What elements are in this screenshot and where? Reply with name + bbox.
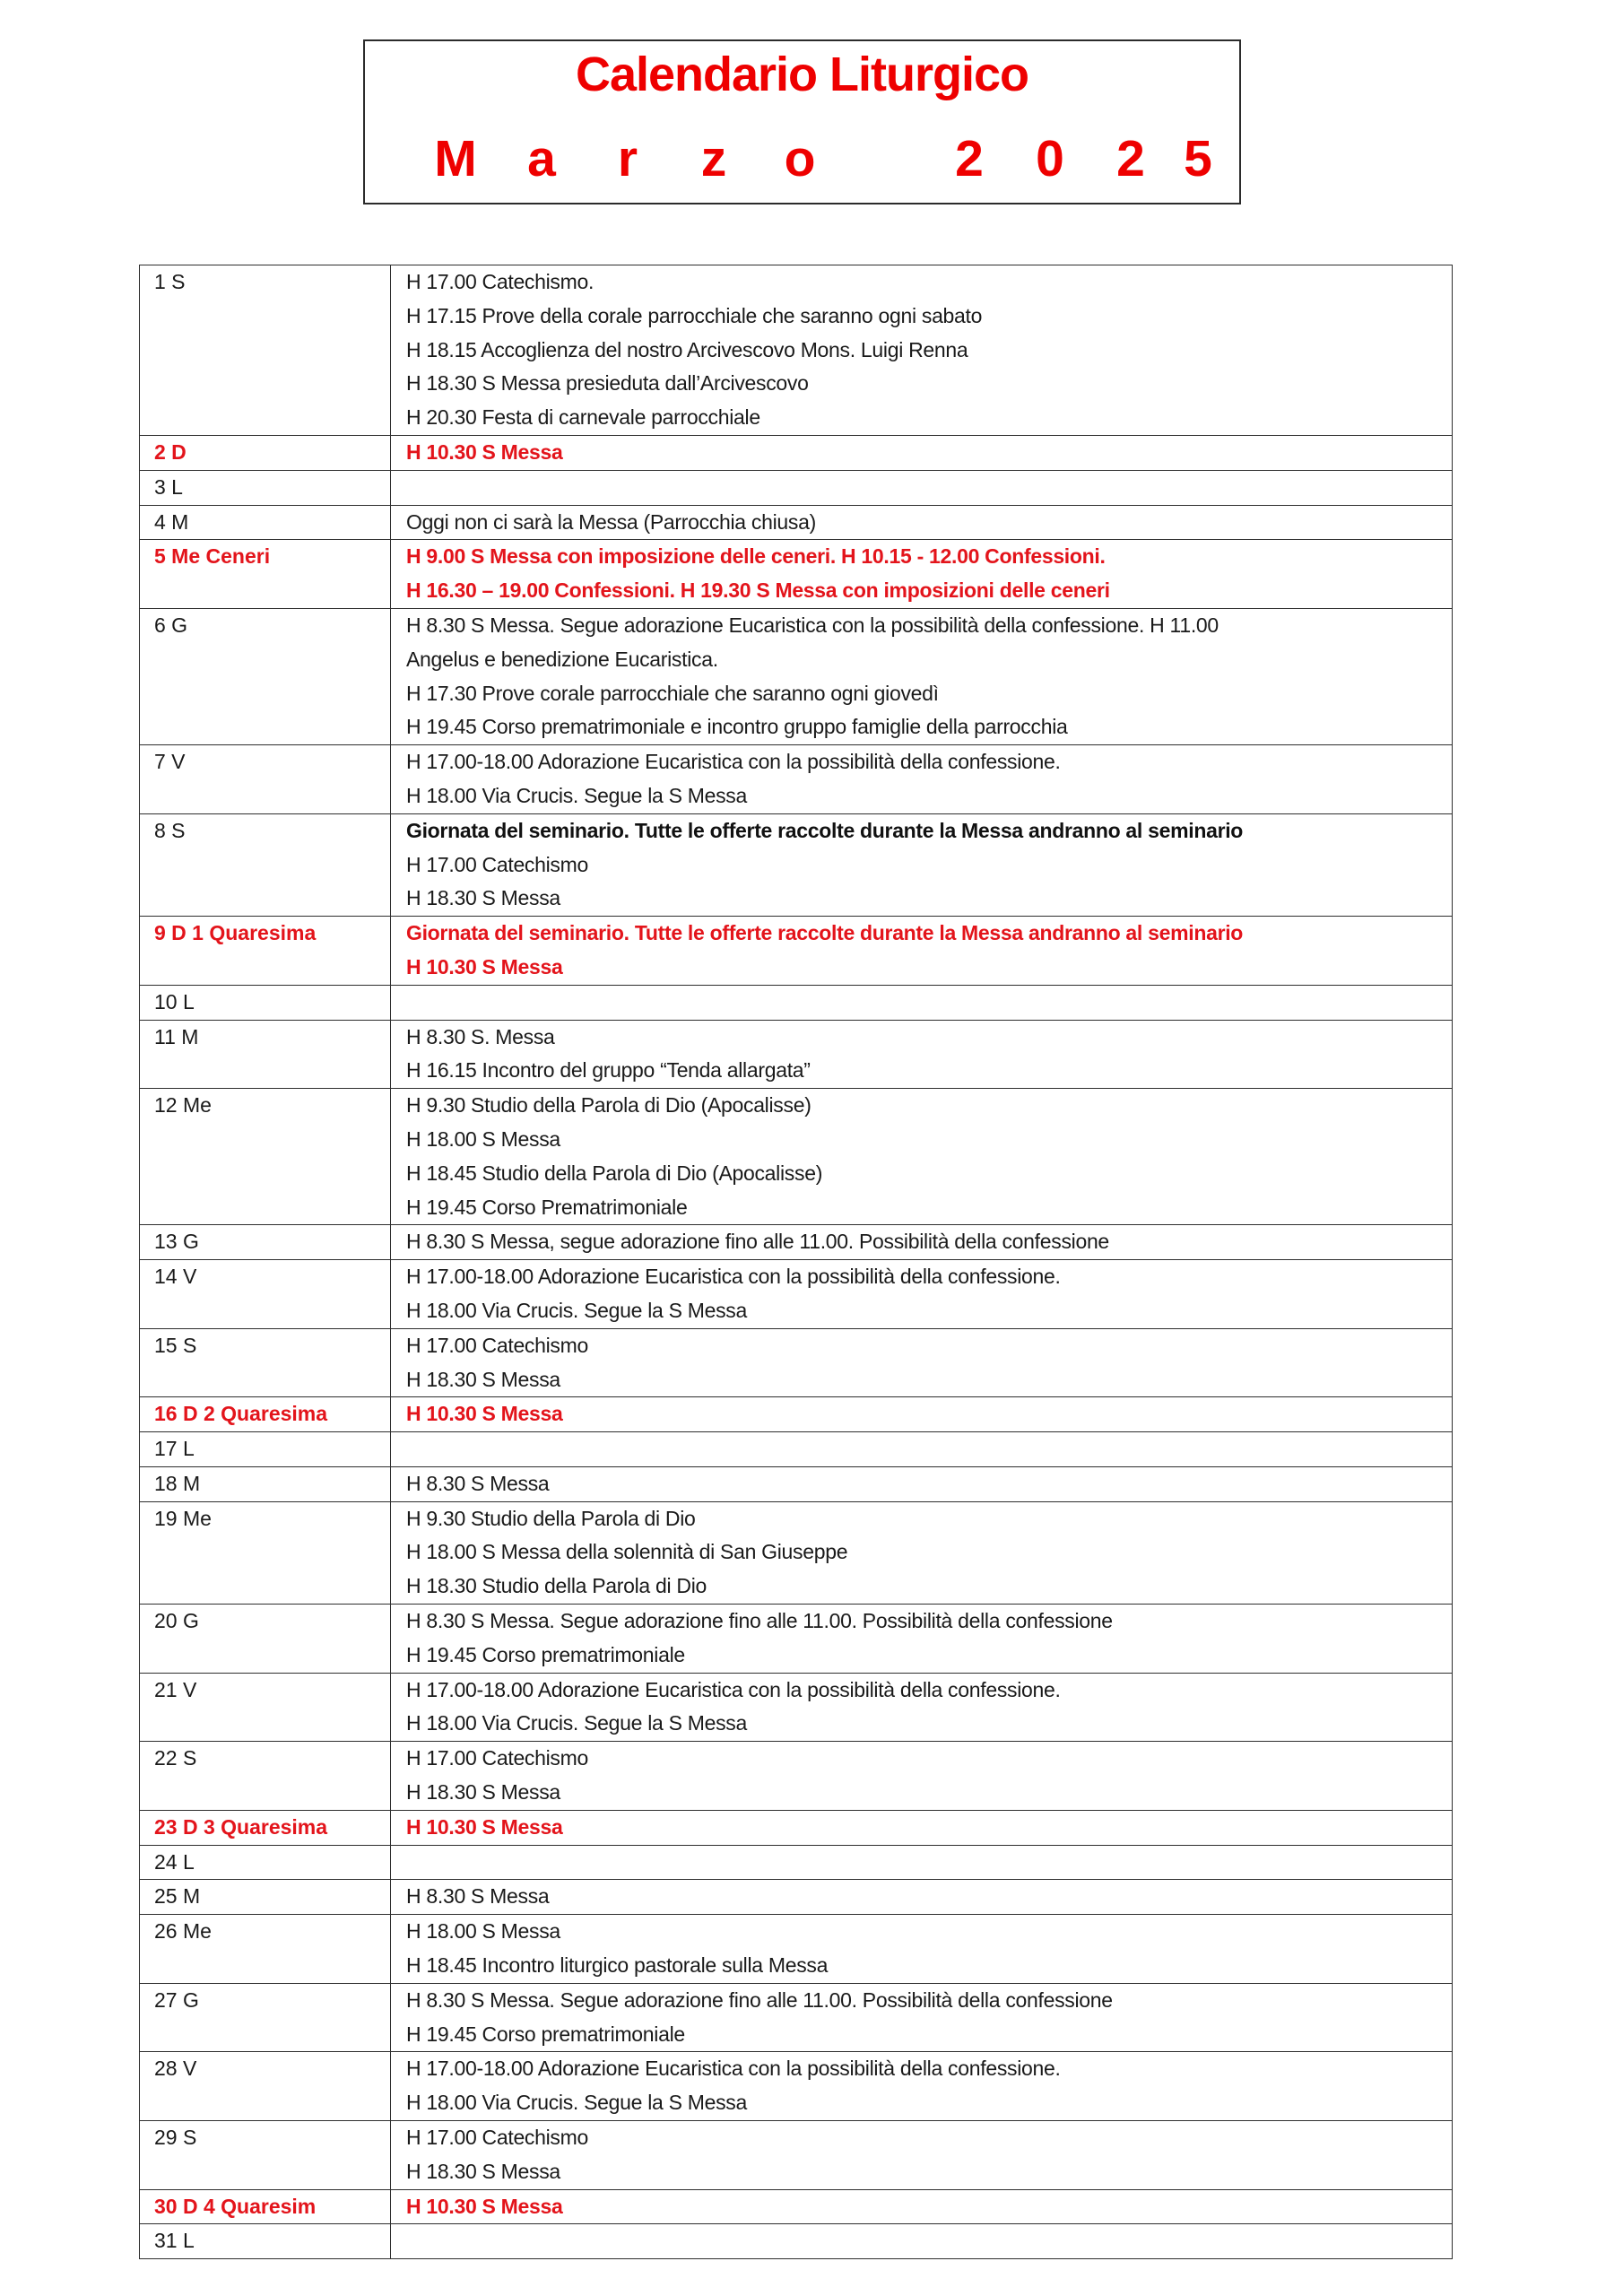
event-line: H 8.30 S. Messa xyxy=(406,1024,555,1048)
event-line: H 17.00-18.00 Adorazione Eucaristica con la possibilità della confessione. xyxy=(406,750,1061,774)
day-label: 26 Me xyxy=(140,1915,391,1984)
day-events xyxy=(391,1466,1453,1501)
event-line: H 17.00 Catechismo xyxy=(406,2126,588,2150)
event-line: H 17.00-18.00 Adorazione Eucaristica con la possibilità della confessione. xyxy=(406,2057,1061,2081)
day-events xyxy=(391,1983,1453,2052)
event-line: H 19.45 Corso prematrimoniale e incontro gruppo famiglie della parrocchia xyxy=(406,715,1068,739)
event-line: H 19.45 Corso prematrimoniale xyxy=(406,1642,685,1666)
day-row xyxy=(140,470,1453,505)
event-line: H 18.30 S Messa presieduta dall’Arcivescovo xyxy=(406,371,809,396)
day-events xyxy=(391,1673,1453,1742)
calendar-body xyxy=(140,265,1453,2259)
event-line: H 10.30 S Messa xyxy=(406,439,563,464)
event-line: H 18.00 Via Crucis. Segue la S Messa xyxy=(406,783,747,807)
event-line: H 18.30 Studio della Parola di Dio xyxy=(406,1574,707,1598)
event-line: H 9.30 Studio della Parola di Dio xyxy=(406,1506,696,1530)
day-row xyxy=(140,1810,1453,1845)
empty-events xyxy=(406,986,1452,1020)
day-label: 10 L xyxy=(140,985,391,1020)
day-label: 21 V xyxy=(140,1673,391,1742)
month-year-letter: 2 xyxy=(1116,130,1145,187)
day-row xyxy=(140,505,1453,540)
day-label: 17 L xyxy=(140,1432,391,1467)
day-label: 19 Me xyxy=(140,1501,391,1604)
day-events xyxy=(391,1089,1453,1225)
day-label: 20 G xyxy=(140,1605,391,1674)
day-events xyxy=(391,2224,1453,2259)
day-events xyxy=(391,985,1453,1020)
day-row xyxy=(140,813,1453,916)
day-events xyxy=(391,505,1453,540)
day-row xyxy=(140,2224,1453,2259)
day-row xyxy=(140,1328,1453,1397)
empty-events xyxy=(406,1846,1452,1880)
month-year-letter xyxy=(843,127,929,190)
day-events xyxy=(391,813,1453,916)
event-line: H 17.00 Catechismo xyxy=(406,1333,588,1357)
event-line: H 16.30 – 19.00 Confessioni. H 19.30 S Messa con imposizioni delle ceneri xyxy=(406,578,1110,603)
day-label: 15 S xyxy=(140,1328,391,1397)
event-line: H 9.30 Studio della Parola di Dio (Apocalisse) xyxy=(406,1093,812,1118)
month-year-letter: a xyxy=(527,130,556,187)
day-row xyxy=(140,2121,1453,2190)
event-line: H 10.30 S Messa xyxy=(406,1814,563,1839)
event-line: H 18.00 Via Crucis. Segue la S Messa xyxy=(406,1298,747,1322)
month-year-letter: z xyxy=(700,130,727,187)
day-label: 16 D 2 Quaresima xyxy=(140,1397,391,1432)
event-line: H 18.45 Incontro liturgico pastorale sulla Messa xyxy=(406,1953,829,1978)
day-row xyxy=(140,1397,1453,1432)
event-line: H 18.00 S Messa della solennità di San Giuseppe xyxy=(406,1540,848,1564)
month-year-letter: 0 xyxy=(1036,130,1064,187)
day-label: 13 G xyxy=(140,1225,391,1260)
liturgical-calendar-table xyxy=(139,265,1453,2259)
day-row xyxy=(140,985,1453,1020)
day-label: 6 G xyxy=(140,608,391,744)
day-label: 1 S xyxy=(140,265,391,436)
day-row xyxy=(140,1260,1453,1329)
day-label: 7 V xyxy=(140,745,391,814)
event-line: H 10.30 S Messa xyxy=(406,954,563,978)
event-line: H 8.30 S Messa. Segue adorazione fino alle 11.00. Possibilità della confessione xyxy=(406,1987,1113,2012)
title-box xyxy=(363,39,1241,204)
day-row xyxy=(140,1880,1453,1915)
event-line: H 17.00-18.00 Adorazione Eucaristica con la possibilità della confessione. xyxy=(406,1265,1061,1289)
event-line: H 17.00 Catechismo xyxy=(406,1746,588,1770)
month-year-letter: M xyxy=(434,130,477,187)
event-line: H 18.30 S Messa xyxy=(406,1367,560,1391)
day-events xyxy=(391,2052,1453,2121)
day-label: 30 D 4 Quaresim xyxy=(140,2189,391,2224)
calendar-title: Calendario Liturgico xyxy=(575,48,1029,101)
day-label: 28 V xyxy=(140,2052,391,2121)
day-label: 2 D xyxy=(140,435,391,470)
day-row xyxy=(140,540,1453,609)
day-label: 9 D 1 Quaresima xyxy=(140,917,391,986)
event-line: Giornata del seminario. Tutte le offerte raccolte durante la Messa andranno al seminario xyxy=(406,818,1244,842)
empty-events xyxy=(406,1432,1452,1466)
day-events xyxy=(391,1328,1453,1397)
event-line: H 17.00 Catechismo xyxy=(406,852,588,876)
month-year-letter: r xyxy=(617,130,638,187)
day-events xyxy=(391,265,1453,436)
empty-events xyxy=(406,471,1452,505)
event-line: H 18.00 S Messa xyxy=(406,1126,560,1151)
event-line: H 18.00 S Messa xyxy=(406,1919,560,1944)
day-events xyxy=(391,1501,1453,1604)
day-row xyxy=(140,1020,1453,1089)
day-events xyxy=(391,745,1453,814)
event-line: H 10.30 S Messa xyxy=(406,2194,563,2218)
day-row xyxy=(140,1915,1453,1984)
day-label: 29 S xyxy=(140,2121,391,2190)
day-row xyxy=(140,1225,1453,1260)
day-events xyxy=(391,1260,1453,1329)
day-label: 3 L xyxy=(140,470,391,505)
day-row xyxy=(140,917,1453,986)
event-line: H 9.00 S Messa con imposizione delle ceneri. H 10.15 - 12.00 Confessioni. xyxy=(406,544,1106,569)
event-line: H 17.30 Prove corale parrocchiale che saranno ogni giovedì xyxy=(406,681,939,705)
event-line: H 18.30 S Messa xyxy=(406,2159,560,2183)
event-line: H 8.30 S Messa. Segue adorazione fino alle 11.00. Possibilità della confessione xyxy=(406,1609,1113,1633)
day-label: 12 Me xyxy=(140,1089,391,1225)
day-events xyxy=(391,1605,1453,1674)
day-events xyxy=(391,470,1453,505)
day-row xyxy=(140,1673,1453,1742)
event-line: H 8.30 S Messa xyxy=(406,1471,550,1495)
event-line: H 20.30 Festa di carnevale parrocchiale xyxy=(406,405,760,430)
day-row xyxy=(140,1742,1453,1811)
day-label: 25 M xyxy=(140,1880,391,1915)
day-row xyxy=(140,265,1453,436)
day-row xyxy=(140,2189,1453,2224)
event-line: H 8.30 S Messa xyxy=(406,1884,550,1909)
day-row xyxy=(140,1432,1453,1467)
day-row xyxy=(140,608,1453,744)
day-label: 4 M xyxy=(140,505,391,540)
day-events xyxy=(391,1810,1453,1845)
day-label: 14 V xyxy=(140,1260,391,1329)
event-line: H 18.15 Accoglienza del nostro Arcivescovo Mons. Luigi Renna xyxy=(406,337,968,361)
day-events xyxy=(391,2121,1453,2190)
day-events xyxy=(391,1020,1453,1089)
event-line: H 18.45 Studio della Parola di Dio (Apocalisse) xyxy=(406,1161,823,1185)
event-line: H 18.00 Via Crucis. Segue la S Messa xyxy=(406,1711,747,1735)
event-line: H 8.30 S Messa. Segue adorazione Eucaristica con la possibilità della confessione. H 11.00 xyxy=(406,613,1219,637)
day-events xyxy=(391,1880,1453,1915)
day-row xyxy=(140,1605,1453,1674)
day-events xyxy=(391,1915,1453,1984)
event-line: H 16.15 Incontro del gruppo “Tenda allargata” xyxy=(406,1058,811,1083)
day-label: 31 L xyxy=(140,2224,391,2259)
day-row xyxy=(140,435,1453,470)
day-row xyxy=(140,2052,1453,2121)
event-line: H 19.45 Corso Prematrimoniale xyxy=(406,1195,688,1219)
day-events xyxy=(391,540,1453,609)
event-line: H 17.15 Prove della corale parrocchiale che saranno ogni sabato xyxy=(406,303,983,327)
empty-events xyxy=(406,2224,1452,2258)
day-label: 18 M xyxy=(140,1466,391,1501)
event-line: Angelus e benedizione Eucaristica. xyxy=(406,647,718,671)
event-line: H 18.30 S Messa xyxy=(406,886,560,910)
day-label: 27 G xyxy=(140,1983,391,2052)
day-row xyxy=(140,1089,1453,1225)
event-line: Giornata del seminario. Tutte le offerte raccolte durante la Messa andranno al seminario xyxy=(406,921,1244,945)
event-line: H 17.00-18.00 Adorazione Eucaristica con la possibilità della confessione. xyxy=(406,1677,1061,1701)
month-year-letter: 2 xyxy=(955,130,984,187)
event-line: H 18.00 Via Crucis. Segue la S Messa xyxy=(406,2091,747,2115)
day-events xyxy=(391,1742,1453,1811)
event-line: Oggi non ci sarà la Messa (Parrocchia chiusa) xyxy=(406,509,816,534)
day-label: 22 S xyxy=(140,1742,391,1811)
event-line: H 19.45 Corso prematrimoniale xyxy=(406,2022,685,2046)
day-events xyxy=(391,1432,1453,1467)
day-row xyxy=(140,1466,1453,1501)
day-label: 8 S xyxy=(140,813,391,916)
day-label: 23 D 3 Quaresima xyxy=(140,1810,391,1845)
day-events xyxy=(391,917,1453,986)
day-label: 24 L xyxy=(140,1845,391,1880)
day-events xyxy=(391,1845,1453,1880)
month-year-letter: o xyxy=(784,130,816,187)
day-events xyxy=(391,608,1453,744)
month-year-letter: 5 xyxy=(1184,130,1212,187)
event-line: H 8.30 S Messa, segue adorazione fino alle 11.00. Possibilità della confessione xyxy=(406,1230,1109,1254)
day-row xyxy=(140,1501,1453,1604)
month-year-title xyxy=(412,127,1225,190)
day-row xyxy=(140,1845,1453,1880)
day-events xyxy=(391,1397,1453,1432)
day-events xyxy=(391,1225,1453,1260)
day-label: 11 M xyxy=(140,1020,391,1089)
day-label: 5 Me Ceneri xyxy=(140,540,391,609)
event-line: H 18.30 S Messa xyxy=(406,1780,560,1805)
event-line: H 17.00 Catechismo. xyxy=(406,270,595,293)
day-events xyxy=(391,435,1453,470)
day-events xyxy=(391,2189,1453,2224)
day-row xyxy=(140,1983,1453,2052)
day-row xyxy=(140,745,1453,814)
event-line: H 10.30 S Messa xyxy=(406,1402,563,1426)
